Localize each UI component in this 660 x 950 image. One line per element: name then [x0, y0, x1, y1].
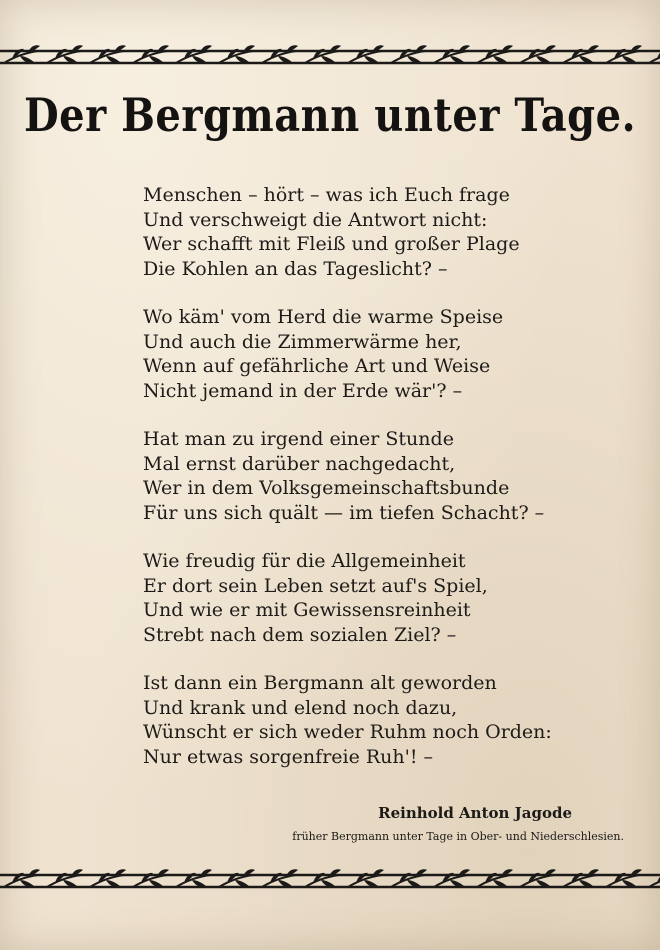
- poem-line: Ist dann ein Bergmann alt geworden: [143, 672, 497, 694]
- poem-title: Der Bergmann unter Tage.: [23, 88, 637, 143]
- poem-line: Wie freudig für die Allgemeinheit: [143, 550, 466, 572]
- poem-line: Nur etwas sorgenfreie Ruh'! –: [143, 745, 434, 768]
- poem-line: Wer schafft mit Fleiß und großer Plage: [143, 233, 520, 255]
- laurel-border-bottom-icon: [0, 864, 660, 898]
- poem-line: Wo käm' vom Herd die warme Speise: [143, 306, 504, 328]
- poem-line: Nicht jemand in der Erde wär'? –: [143, 379, 463, 402]
- stanza-2: [143, 305, 623, 403]
- poem-body: [143, 183, 623, 793]
- poem-line: Wer in dem Volksgemeinschaftsbunde: [143, 477, 510, 499]
- poem-line: Und verschweigt die Antwort nicht:: [143, 208, 488, 231]
- poem-line: Die Kohlen an das Tageslicht? –: [143, 257, 448, 280]
- stanza-5: [143, 671, 623, 769]
- stanza-1: [143, 183, 623, 281]
- poem-line: Und wie er mit Gewissensreinheit: [143, 599, 471, 621]
- poem-line: Strebt nach dem sozialen Ziel? –: [143, 623, 457, 646]
- laurel-border-top-icon: [0, 40, 660, 74]
- poem-line: Und auch die Zimmerwärme her,: [143, 330, 462, 353]
- author-description: früher Bergmann unter Tage in Ober- und Niederschlesien.: [292, 830, 624, 843]
- author-name: Reinhold Anton Jagode: [378, 804, 572, 822]
- poem-line: Wünscht er sich weder Ruhm noch Orden:: [143, 721, 552, 743]
- poem-line: Er dort sein Leben setzt auf's Spiel,: [143, 574, 488, 597]
- poem-line: Und krank und elend noch dazu,: [143, 696, 458, 719]
- poem-line: Wenn auf gefährliche Art und Weise: [143, 355, 491, 377]
- poem-line: Mal ernst darüber nachgedacht,: [143, 452, 456, 475]
- stanza-4: [143, 549, 623, 647]
- poem-line: Hat man zu irgend einer Stunde: [143, 428, 454, 450]
- poem-line: Für uns sich quält — im tiefen Schacht? –: [143, 501, 545, 524]
- poem-line: Menschen – hört – was ich Euch frage: [143, 184, 510, 206]
- stanza-3: [143, 427, 623, 525]
